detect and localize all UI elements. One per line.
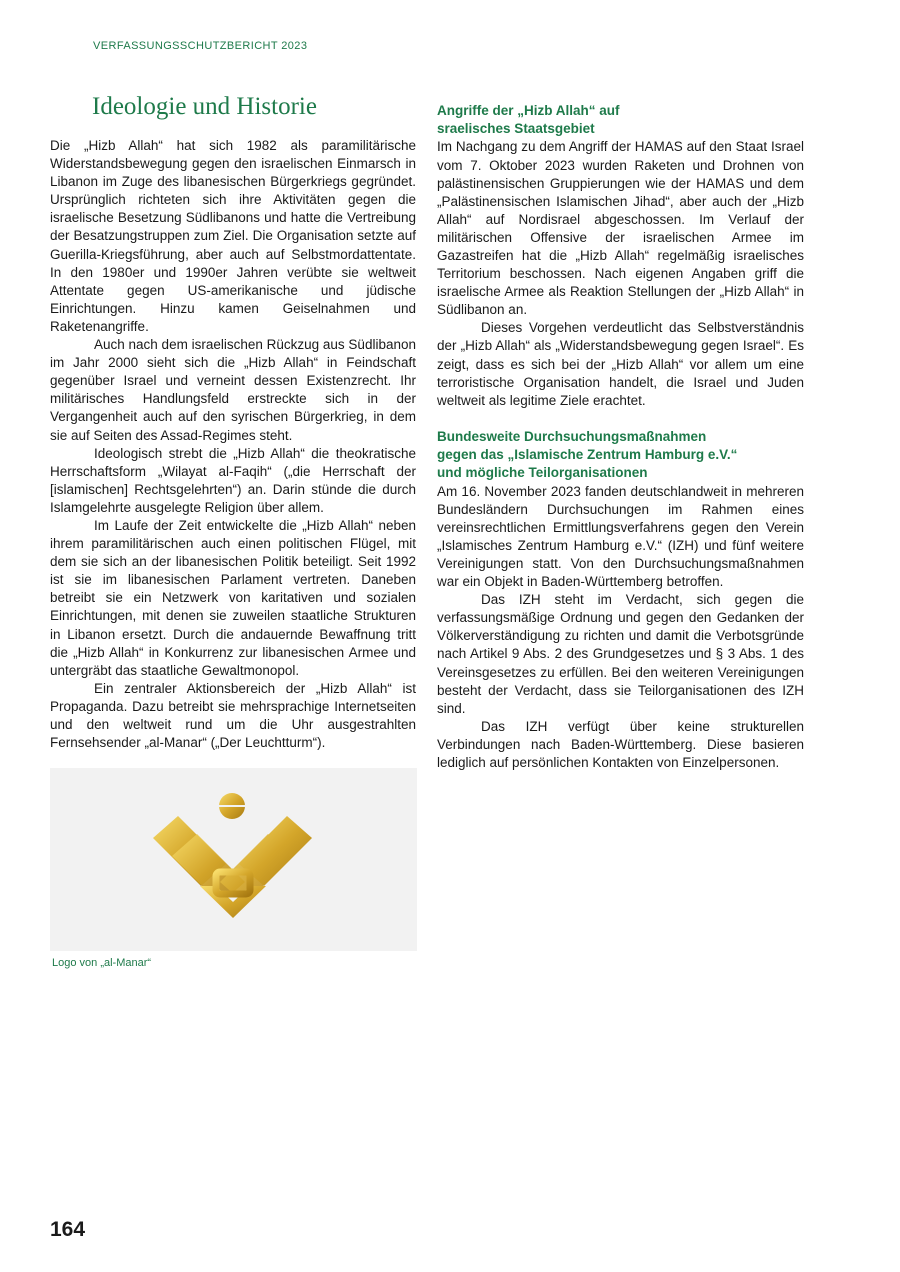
running-header: VERFASSUNGSSCHUTZBERICHT 2023 [93, 40, 308, 52]
page-number: 164 [50, 1218, 86, 1241]
paragraph: Auch nach dem israelischen Rückzug aus Südlibanon im Jahr 2000 sieht sich die „Hizb Allah“ in Feindschaft gegenüber Israel und verneint dessen Existenzrecht. Ihr militärisches Handlungsfeld erstreckte sich in der Vergangenheit auch auf den syrischen Bürgerkrieg, in dem sie auf Seiten des Assad-Regimes steht. [50, 337, 416, 443]
subheading-line: und mögliche Teilorganisationen [437, 465, 648, 481]
paragraph: Am 16. November 2023 fanden deutschlandweit in mehreren Bundesländern Durchsuchungen im Rahmen eines vereinsrechtlichen Ermittlungsverfahrens gegen den Verein „Islamisches Zentrum Hamburg e.V.“ (IZH) und fünf weitere Vereinigungen statt. Von den Durchsuchungsmaßnahmen war ein Objekt in Baden-Württemberg betroffen. [437, 483, 804, 590]
right-section-attacks [437, 102, 804, 410]
paragraph: Das IZH steht im Verdacht, sich gegen die verfassungsmäßige Ordnung und gegen den Gedanken der Völkerverständigung zu richten und damit die Verbotsgründe nach Artikel 9 Abs. 2 des Grundgesetzes und § 3 Abs. 1 des Vereinsgesetzes zu erfüllen. Bei den weiteren Vereinigungen besteht der Verdacht, dass sie Teilorganisationen des IZH sind. [437, 592, 804, 716]
paragraph: Im Laufe der Zeit entwickelte die „Hizb Allah“ neben ihrem paramilitärischen auch einen politischen Flügel, mit dem sie sich an der libanesischen Politik beteiligt. Seit 1992 ist sie im libanesischen Parlament vertreten. Daneben betreibt sie ein Netzwerk von karitativen und sozialen Einrichtungen, mit denen sie zuweilen staatliche Strukturen in Libanon ersetzt. Durch die andauernde Bewaffnung tritt die „Hizb Allah“ in Konkurrenz zur libanesischen Armee und untergräbt das staatliche Gewaltmonopol. [50, 517, 416, 678]
paragraph: Ideologisch strebt die „Hizb Allah“ die theokratische Herrschaftsform „Wilayat al-Faqih“ („die Herrschaft der [islamischen] Rechtsgelehrten“) an. Darin stünde die durch Islamgelehrte ausgelegte Religion über allem. [50, 445, 416, 515]
paragraph: Ein zentraler Aktionsbereich der „Hizb Allah“ ist Propaganda. Dazu betreibt sie mehrsprachige Internetseiten und den weltweit rund um die Uhr ausgestrahlten Fernsehsender „al-Manar“ („Der Leuchtturm“). [50, 680, 416, 751]
subheading-line: gegen das „Islamische Zentrum Hamburg e.V.“ [437, 447, 738, 463]
right-section-searches [437, 428, 804, 772]
subheading-line: sraelisches Staatsgebiet [437, 121, 595, 137]
paragraph: Das IZH verfügt über keine strukturellen Verbindungen nach Baden-Württemberg. Diese basieren lediglich auf persönlichen Kontakten von Einzelpersonen. [437, 718, 804, 771]
subheading [437, 102, 804, 138]
left-column [50, 137, 416, 752]
section-title: Ideologie und Historie [92, 93, 317, 120]
figure-caption: Logo von „al-Manar“ [52, 957, 152, 969]
paragraph: Im Nachgang zu dem Angriff der HAMAS auf den Staat Israel vom 7. Oktober 2023 wurden Raketen und Drohnen von palästinensischen Gruppierungen wie der HAMAS und dem „Palästinensischen Islamischen Jihad“, aber auch der „Hizb Allah“ auf Nordisrael abgeschossen. Im Verlauf der militärischen Offensive der israelischen Armee im Gazastreifen hat die „Hizb Allah“ regelmäßig israelisches Territorium beschossen. Nach eigenen Angaben griff die israelische Armee als Reaktion Stellungen der „Hizb Allah“ in Südlibanon an. [437, 139, 804, 318]
paragraph: Die „Hizb Allah“ hat sich 1982 als paramilitärische Widerstandsbewegung gegen den israelischen Einmarsch in Libanon im Zuge des libanesischen Bürgerkriegs gegründet. Ursprünglich richteten sich ihre Aktivitäten gegen die israelische Besetzung Südlibanons und hatte die Vertreibung der Besatzungstruppen zum Ziel. Die Organisation setzte auf Guerilla-Kriegsführung, aber auch auf Selbstmordattentate. In den 1980er und 1990er Jahren verübte sie weltweit Attentate gegen US-amerikanische und jüdische Einrichtungen. Hinzu kamen Geiselnahmen und Raketenangriffe. [50, 138, 416, 334]
subheading [437, 428, 804, 483]
subheading-line: Bundesweite Durchsuchungsmaßnahmen [437, 429, 707, 444]
al-manar-logo-figure [50, 768, 417, 951]
paragraph: Dieses Vorgehen verdeutlicht das Selbstverständnis der „Hizb Allah“ als „Widerstandsbewegung gegen Israel“. Es zeigt, dass es sich bei der „Hizb Allah“ vor allem um eine terroristische Organisation handelt, die Israel und Juden weltweit als legitime Ziele erachtet. [437, 320, 804, 408]
subheading-line: Angriffe der „Hizb Allah“ auf [437, 103, 620, 118]
al-manar-logo-icon [50, 768, 417, 951]
